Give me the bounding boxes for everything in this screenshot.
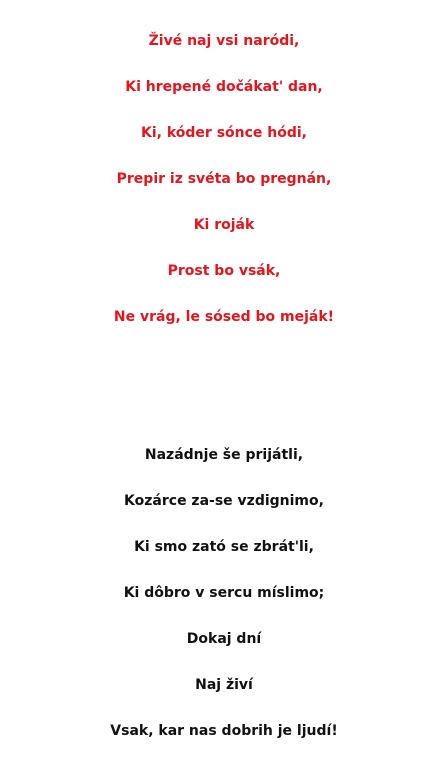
verse-line: Ne vrág, le sósed bo meják! [113, 309, 335, 325]
verse-line: Kozárce za-se vzdignimo, [124, 493, 324, 509]
verse-line: Živé naj vsi naródi, [148, 33, 300, 49]
verse-line: Ki dôbro v sercu míslimo; [123, 585, 325, 601]
stanza-black [0, 446, 448, 768]
verse-line: Prost bo vsák, [167, 263, 281, 279]
verse-line: Ki smo zató se zbrát'li, [134, 539, 314, 555]
verse-line: Prepir iz svéta bo pregnán, [116, 171, 332, 187]
verse-line: Vsak, kar nas dobrih je ljudí! [110, 723, 338, 739]
verse-line: Ki, kóder sónce hódi, [141, 125, 307, 141]
stanza-red [0, 32, 448, 354]
verse-line: Dokaj dní [186, 631, 262, 647]
verse-line: Naj živí [195, 677, 253, 693]
verse-line: Ki hrepené dočákat' dan, [125, 79, 323, 95]
verse-line: Nazádnje še prijátli, [144, 447, 304, 463]
verse-line: Ki roják [193, 217, 255, 233]
